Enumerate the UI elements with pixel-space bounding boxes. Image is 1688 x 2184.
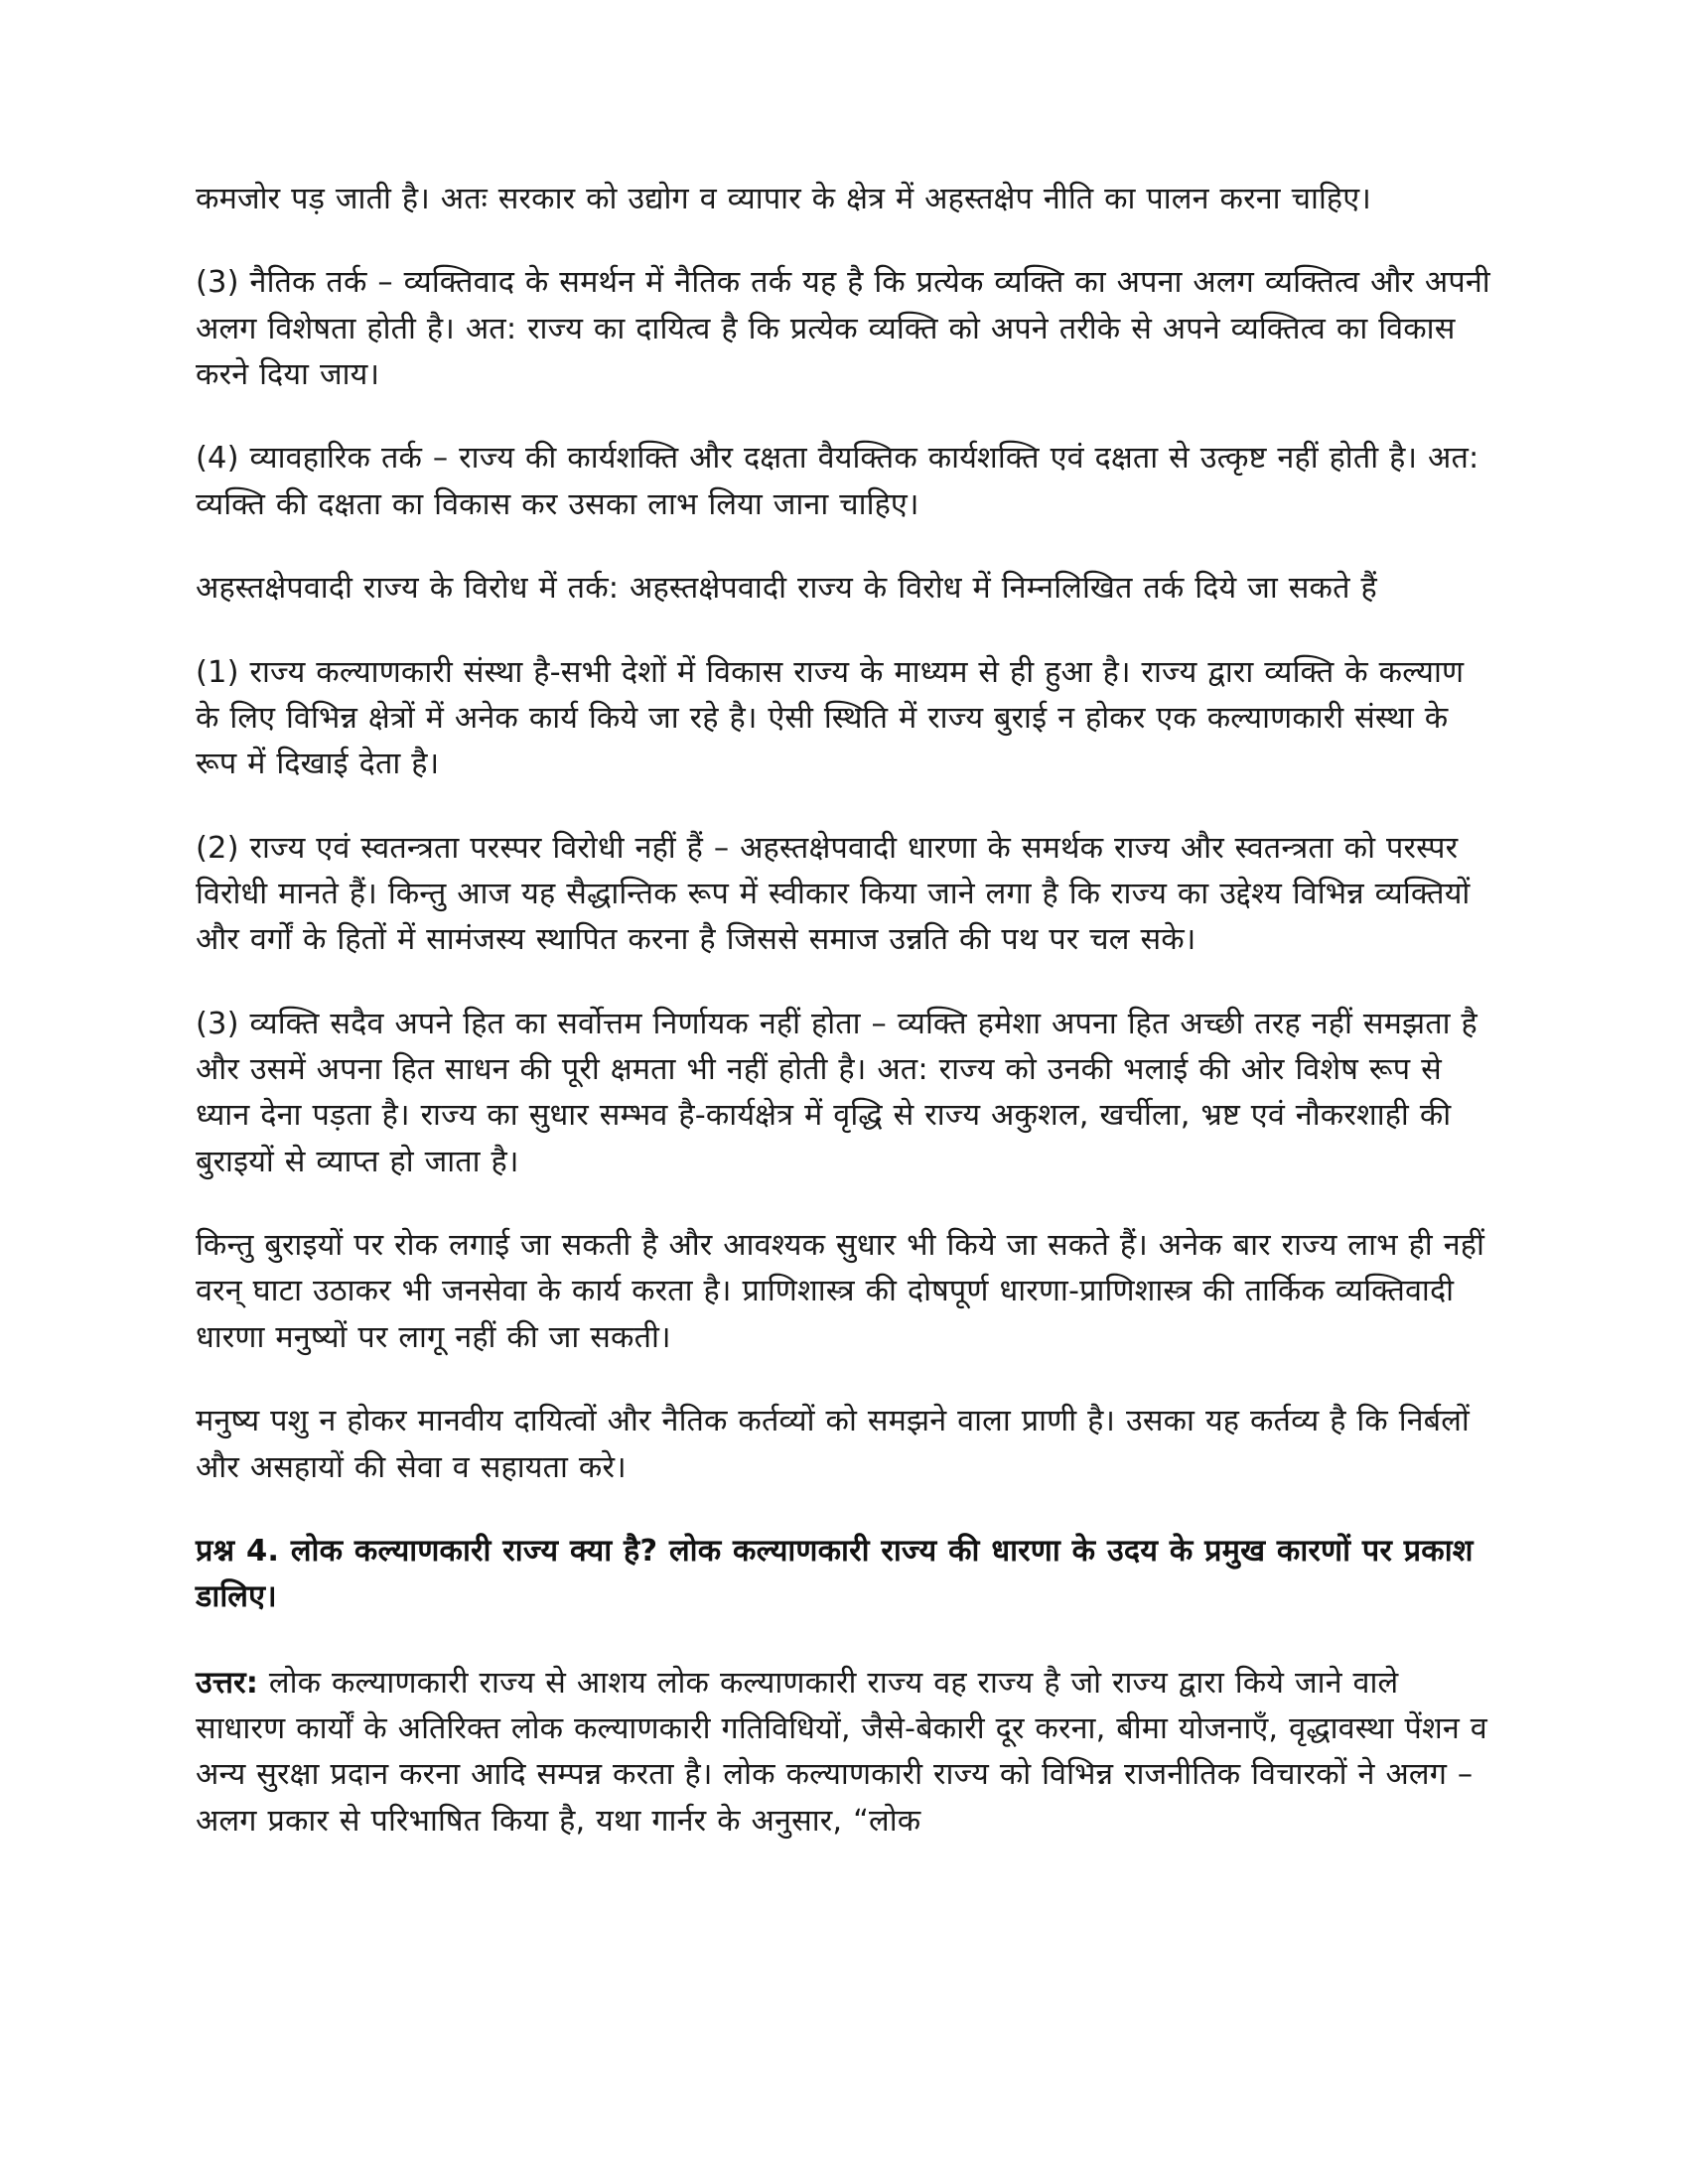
paragraph-arguments-against-intro: अहस्तक्षेपवादी राज्य के विरोध में तर्क: अहस्तक्षेपवादी राज्य के विरोध में निम्नलिखित तर्क दिये जा सकते हैं (196, 571, 1377, 607)
paragraph-remedies: किन्तु बुराइयों पर रोक लगाई जा सकती है और आवश्यक सुधार भी किये जा सकते हैं। अनेक बार राज्य लाभ ही नहीं वरन् घाटा उठाकर भी जनसेवा के कार्य करता है। प्राणिशास्त्र की दोषपूर्ण धारणा-प्राणिशास्त्र की तार्किक व्यक्तिवादी धारणा मनुष्यों पर लागू नहीं की जा सकती। (196, 1228, 1485, 1355)
paragraph-against-point-1: (1) राज्य कल्याणकारी संस्था है-सभी देशों में विकास राज्य के माध्यम से ही हुआ है। राज्य द्वारा व्यक्ति के कल्याण के लिए विभिन्न क्षेत्रों में अनेक कार्य किये जा रहे है। ऐसी स्थिति में राज्य बुराई न होकर एक कल्याणकारी संस्था के रूप में दिखाई देता है। (196, 654, 1465, 782)
paragraph-against-point-3: (3) व्यक्ति सदैव अपने हित का सर्वोत्तम निर्णायक नहीं होता – व्यक्ति हमेशा अपना हित अच्छी तरह नहीं समझता है और उसमें अपना हित साधन की पूरी क्षमता भी नहीं होती है। अत: राज्य को उनकी भलाई की ओर विशेष रूप से ध्यान देना पड़ता है। राज्य का सुधार सम्भव है-कार्यक्षेत्र में वृद्धि से राज्य अकुशल, खर्चीला, भ्रष्ट एवं नौकरशाही की बुराइयों से व्याप्त हो जाता है। (196, 1006, 1477, 1179)
answer-label: उत्तर: (196, 1665, 259, 1701)
paragraph-against-point-2: (2) राज्य एवं स्वतन्त्रता परस्पर विरोधी नहीं हैं – अहस्तक्षेपवादी धारणा के समर्थक राज्य और स्वतन्त्रता को परस्पर विरोधी मानते हैं। किन्तु आज यह सैद्धान्तिक रूप में स्वीकार किया जाने लगा है कि राज्य का उद्देश्य विभिन्न व्यक्तियों और वर्गों के हितों में सामंजस्य स्थापित करना है जिससे समाज उन्नति की पथ पर चल सके। (196, 830, 1471, 958)
document-text-column (196, 177, 1491, 1844)
paragraph-point-4-practical-argument: (4) व्यावहारिक तर्क – राज्य की कार्यशक्ति और दक्षता वैयक्तिक कार्यशक्ति एवं दक्षता से उत्कृष्ट नहीं होती है। अत: व्यक्ति की दक्षता का विकास कर उसका लाभ लिया जाना चाहिए। (196, 441, 1479, 522)
question-4-heading: प्रश्न 4. लोक कल्याणकारी राज्य क्या है? लोक कल्याणकारी राज्य की धारणा के उदय के प्रमुख कारणों पर प्रकाश डालिए। (196, 1533, 1474, 1615)
question-4-answer (196, 1661, 1491, 1844)
paragraph-human-duties: मनुष्य पशु न होकर मानवीय दायित्वों और नैतिक कर्तव्यों को समझने वाला प्राणी है। उसका यह कर्तव्य है कि निर्बलों और असहायों की सेवा व सहायता करे। (196, 1404, 1470, 1485)
answer-body: लोक कल्याणकारी राज्य से आशय लोक कल्याणकारी राज्य वह राज्य है जो राज्य द्वारा किये जाने वाले साधारण कार्यों के अतिरिक्त लोक कल्याणकारी गतिविधियों, जैसे-बेकारी दूर करना, बीमा योजनाएँ, वृद्धावस्था पेंशन व अन्य सुरक्षा प्रदान करना आदि सम्पन्न करता है। लोक कल्याणकारी राज्य को विभिन्न राजनीतिक विचारकों ने अलग – अलग प्रकार से परिभाषित किया है, यथा गार्नर के अनुसार, “लोक (196, 1665, 1487, 1839)
paragraph-continuation: कमजोर पड़ जाती है। अतः सरकार को उद्योग व व्यापार के क्षेत्र में अहस्तक्षेप नीति का पालन करना चाहिए। (196, 182, 1371, 216)
paragraph-point-3-moral-argument: (3) नैतिक तर्क – व्यक्तिवाद के समर्थन में नैतिक तर्क यह है कि प्रत्येक व्यक्ति का अपना अलग व्यक्तित्व और अपनी अलग विशेषता होती है। अत: राज्य का दायित्व है कि प्रत्येक व्यक्ति को अपने तरीके से अपने व्यक्तित्व का विकास करने दिया जाय। (196, 265, 1490, 393)
